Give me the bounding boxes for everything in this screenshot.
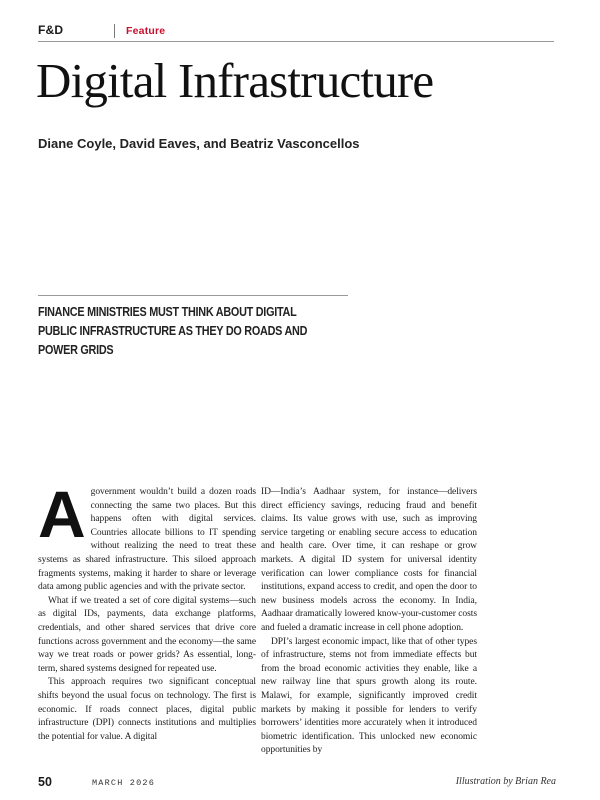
page-header xyxy=(38,22,554,42)
article-title: Digital Infrastructure xyxy=(36,53,434,108)
body-column-right xyxy=(261,486,477,758)
magazine-logo: F&D xyxy=(38,23,64,37)
article-deck: FINANCE MINISTRIES MUST THINK ABOUT DIGITAL PUBLIC INFRASTRUCTURE AS THEY DO ROADS AND POWER GRIDS xyxy=(38,305,308,357)
article-authors: Diane Coyle, David Eaves, and Beatriz Vasconcellos xyxy=(38,136,360,151)
body-paragraph xyxy=(38,477,256,595)
body-paragraph: DPI’s largest economic impact, like that of other types of infrastructure, stems not from immediate effects but from the broad economic activities they enable, like a new railway line that spurs growth along its route. Malawi, for example, significantly improved credit markets by making it possible for lenders to verify borrowers’ identities more accurately when it introduced biometric identification. This unlocked new economic opportunities by xyxy=(261,636,477,756)
issue-date: MARCH 2026 xyxy=(92,778,156,788)
page-number: 50 xyxy=(38,775,52,789)
section-label: Feature xyxy=(126,25,166,37)
header-rule xyxy=(38,41,554,42)
drop-cap: A xyxy=(38,477,86,551)
deck-rule xyxy=(38,295,348,296)
body-paragraph: What if we treated a set of core digital systems—such as digital IDs, payments, data exchange platforms, credentials, and other shared services that drive core functions across government and the economy—the same way we treat roads or power grids? As essential, long-term, shared systems designed for repeated use. xyxy=(38,595,256,674)
illustration-credit: Illustration by Brian Rea xyxy=(455,776,556,787)
body-paragraph: ID—India’s Aadhaar system, for instance—delivers direct efficiency savings, reducing fraud and benefit claims. Its value grows with use, such as improving service targeting or enabling secure access to education and health care. Over time, it can reshape or grow markets. A digital ID system for universal identity verification can lower compliance costs for financial institutions, expand access to credit, and open the door to new business models across the economy. In India, Aadhaar dramatically lowered know-your-customer costs and fueled a dramatic increase in cell phone adoption. xyxy=(261,487,477,633)
body-paragraph: This approach requires two significant conceptual shifts beyond the usual focus on technology. The first is economic. If roads connect places, digital public infrastructure (DPI) connects institutions and multiplies the potential for value. A digital xyxy=(38,677,256,742)
paragraph-text: government wouldn’t build a dozen roads connecting the same two places. But this happens often with digital services. Countries allocate billions to IT spending without realizing the need to treat these systems as shared infrastructure. This siloed approach fragments systems, making it harder to share or leverage data among public agencies and with the private sector. xyxy=(38,487,256,593)
header-divider xyxy=(114,24,115,38)
body-column-left xyxy=(38,477,256,744)
